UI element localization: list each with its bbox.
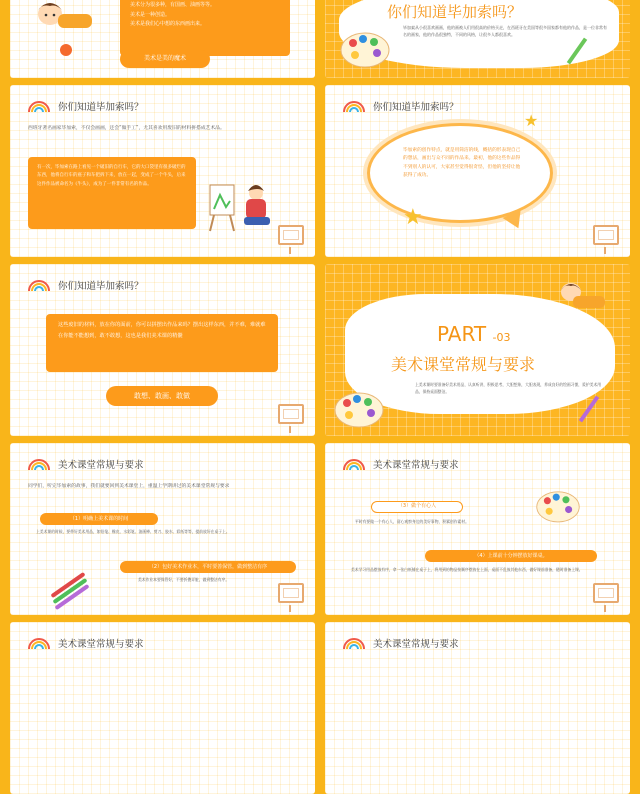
slide-title: 美术课堂常规与要求 [58, 639, 144, 650]
list-item: 美术分为很多种，有国画、油画等等。 [130, 2, 216, 8]
easel-leg [289, 247, 291, 254]
rainbow-icon [28, 100, 50, 112]
slide-title: 你们知道毕加索吗？ [373, 102, 459, 113]
slide-6[interactable] [325, 264, 630, 436]
rainbow-icon [28, 458, 50, 470]
slide-title: 美术课堂常规与要求 [373, 639, 459, 650]
rainbow-icon [28, 637, 50, 649]
rule-3-text: 平时有要做一个有心人，留心观察身边的美好事物，积累创作素材。 [355, 519, 469, 524]
slide-header [343, 636, 459, 650]
rainbow-icon [28, 279, 50, 291]
question-box: 这些废旧的材料，放在你的面前，你可以拼摆出作品来吗？摆出这样东西，并不难，难就难在你能不能想到，敢不敢想，这也是我们美术课的精髓 [46, 314, 278, 372]
intro-text: 同学们，听完毕加索的故事，我们就要回到美术课堂上，重温上学期讲过的美术课堂常规与要求 [28, 484, 230, 489]
boy-illustration [28, 0, 98, 36]
rule-3-pill: （3）做个有心人 [371, 501, 463, 513]
slide-title: 美术课堂常规与要求 [373, 460, 459, 471]
slide-2[interactable] [325, 0, 630, 78]
art-magic-button[interactable]: 美术是美的魔术 [120, 50, 210, 68]
palette-icon [333, 388, 385, 434]
slide-header [28, 278, 144, 292]
section-heading: 美术课堂常规与要求 [391, 355, 536, 374]
list-item: 美术是我们心中想的东西画出来。 [130, 21, 206, 27]
splat-icon [60, 44, 72, 56]
slide-7[interactable] [10, 443, 315, 615]
rule-4-text: 美术学习用品摆放有序，拿一张白纸铺在桌子上，将用到的物品按顺序摆放在上面，桌面不乱放其他东西，做好课前准备，随时准备上课。 [351, 567, 583, 572]
slide-10[interactable] [325, 622, 630, 794]
easel-leg [289, 605, 291, 612]
slide-header [343, 99, 459, 113]
rule-1-pill: （1）明确上美术课的时间 [40, 513, 158, 525]
intro-text: 西班牙著名画家毕加索，不仅会画画，还会“做手工”，尤其喜欢用废旧的材料拼搭成艺术品。 [28, 126, 225, 131]
part-number: -03 [492, 331, 511, 344]
slide-3[interactable] [10, 85, 315, 257]
easel-board-icon [593, 583, 619, 603]
painter-girl-illustration [204, 179, 274, 238]
intro-list-box [120, 0, 290, 56]
rainbow-icon [343, 637, 365, 649]
easel-leg [604, 605, 606, 612]
easel-leg [604, 247, 606, 254]
rainbow-icon [343, 100, 365, 112]
part-label [437, 322, 510, 346]
bubble-text: 毕加索的创作特点，就是用简洁的线，概括的形表现自己的想法，画出与众不同的作品来。最初，他的这些作品得不到别人的认可，大家甚至觉得很奇怪，但他的坚持让他获得了成功。 [403, 148, 521, 179]
star-icon: ★ [524, 111, 539, 130]
list-item: 美术是一种创造。 [130, 11, 171, 18]
slide-title: 美术课堂常规与要求 [58, 460, 144, 471]
rule-1-text: 上美术课的时候，要带好美术用品，如铅笔、橡皮、水彩笔、油画棒、剪刀、胶水、彩纸等等，提前放好在桌子上。 [36, 529, 230, 534]
dare-button[interactable]: 敢想、敢画、敢做 [106, 386, 218, 406]
slide-title: 你们知道毕加索吗？ [387, 3, 523, 21]
rainbow-icon [343, 458, 365, 470]
slide-header [343, 457, 459, 471]
palette-icon [339, 28, 391, 74]
slide-paragraph: 毕加索从小很喜欢画画，他的画被人们用很高的价格买走，在西班牙在美国等很多国家都有他的作品，是一位非常有名的画家，他的作品很独特，不同的风格，让很多人都很喜欢。 [403, 25, 607, 37]
slide-4[interactable] [325, 85, 630, 257]
story-box: 有一次，毕加索在路上看见一个破旧的自行车，它的大口袋里有很多破烂的东西，他将自行车的座子和车把拆下来，放在一起，变成了一个牛头，后来这件作品被命名为《牛头》，成为了一件非常有名的作品。 [28, 157, 196, 229]
slide-header [28, 457, 144, 471]
slide-header [28, 99, 144, 113]
slide-header [28, 636, 144, 650]
star-icon: ★ [403, 205, 423, 230]
section-body: 上美术课时要准备好美术用品，认真听讲，积极思考，大胆想象，大胆表现，养成良好的绘画习惯，爱护美术用品，保持桌面整洁。 [415, 382, 602, 394]
crayons-icon [44, 563, 94, 607]
easel-board-icon [278, 225, 304, 245]
part-word: PART [437, 322, 487, 346]
slide-9[interactable] [10, 622, 315, 794]
slide-1[interactable] [10, 0, 315, 78]
easel-board-icon [278, 583, 304, 603]
easel-leg [289, 426, 291, 433]
rule-2-pill: （2）包好美术作业本，平时要善保管，做到整洁有序 [120, 561, 296, 573]
slide-8[interactable] [325, 443, 630, 615]
slide-title: 你们知道毕加索吗？ [58, 102, 144, 113]
slide-5[interactable] [10, 264, 315, 436]
rule-2-text: 美术作业本要保管好，不要折叠弄脏，做到整洁有序。 [138, 577, 230, 582]
slide-title: 你们知道毕加索吗？ [58, 281, 144, 292]
palette-icon [535, 487, 581, 529]
easel-board-icon [593, 225, 619, 245]
boy-illustration [553, 278, 613, 320]
easel-board-icon [278, 404, 304, 424]
rule-4-pill: （4）上课前十分钟摆放好课桌。 [425, 550, 597, 562]
